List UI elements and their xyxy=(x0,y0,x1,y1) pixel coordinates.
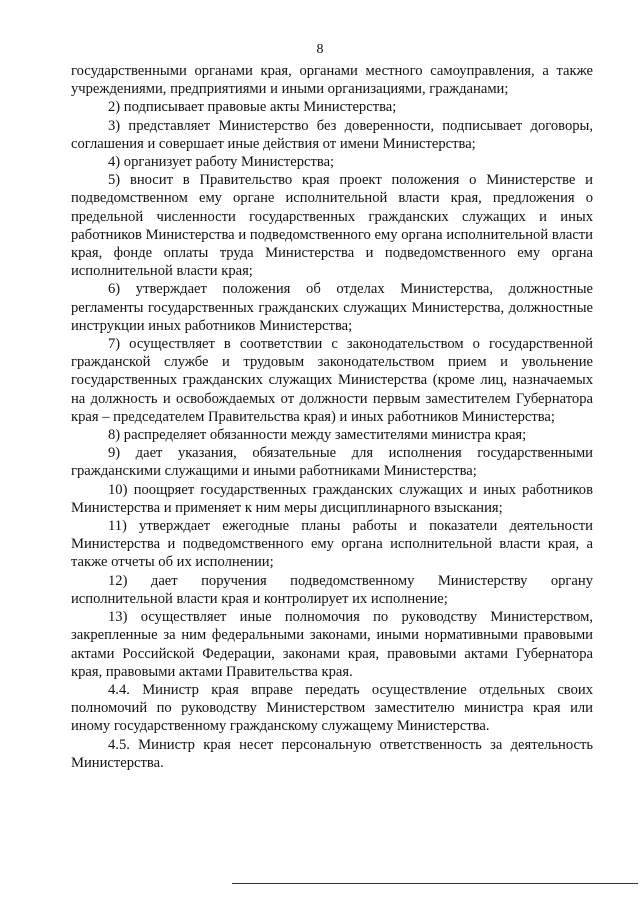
paragraph-item-3: 3) представляет Министерство без доверенности, подписывает договоры, соглашения и совершает иные действия от имени Министерства; xyxy=(71,117,593,152)
footer-divider xyxy=(232,883,638,884)
paragraph-item-6: 6) утверждает положения об отделах Министерства, должностные регламенты государственных гражданских служащих Министерства, должностные инструкции иных работников Министерства; xyxy=(71,281,593,334)
paragraph-item-4: 4) организует работу Министерства; xyxy=(108,154,335,171)
paragraph-item-8: 8) распределяет обязанности между заместителями министра края; xyxy=(108,427,527,444)
paragraph-item-10: 10) поощряет государственных гражданских служащих и иных работников Министерства и применяет к ним меры дисциплинарного взыскания; xyxy=(71,481,593,516)
paragraph-4-5: 4.5. Министр края несет персональную ответственность за деятельность Министерства. xyxy=(71,736,593,771)
paragraph-continuation: государственными органами края, органами местного самоуправления, а также учреждениями, предприятиями и иными организациями, гражданами; xyxy=(71,63,593,98)
paragraph-item-13: 13) осуществляет иные полномочия по руководству Министерством, закрепленные за ним федеральными законами, иными нормативными правовыми актами Российской Федерации, законами края, правовыми актами Губернатора края, правовыми актами Правительства края. xyxy=(71,609,593,680)
page-number: 8 xyxy=(316,42,324,57)
paragraph-item-5: 5) вносит в Правительство края проект положения о Министерстве и подведомственном ему органе исполнительной власти края, предложения о предельной численности государственных гражданских служащих и иных работников Министерства и подведомственного ему органа исполнительной власти края, фонде оплаты труда Министерства и подведомственного ему органа исполнительной власти края; xyxy=(71,172,593,280)
paragraph-item-7: 7) осуществляет в соответствии с законодательством о государственной гражданской службе и трудовым законодательством прием и увольнение государственных гражданских служащих Министерства (кроме лиц, назначаемых на должность и освобождаемых от должности первым заместителем Губернатора края – председателем Правительства края) и иных работников Министерства; xyxy=(71,336,593,425)
paragraph-item-12: 12) дает поручения подведомственному Министерству органу исполнительной власти края и контролирует их исполнение; xyxy=(71,572,593,607)
document-body xyxy=(71,62,593,772)
paragraph-item-2: 2) подписывает правовые акты Министерства; xyxy=(108,99,397,116)
paragraph-item-11: 11) утверждает ежегодные планы работы и показатели деятельности Министерства и подведомственного ему органа исполнительной власти края, а также отчеты об их исполнении; xyxy=(71,518,593,571)
paragraph-4-4: 4.4. Министр края вправе передать осуществление отдельных своих полномочий по руководству Министерством заместителю министра края или иному государственному гражданскому служащему Министерства. xyxy=(71,681,593,735)
paragraph-item-9: 9) дает указания, обязательные для исполнения государственными гражданскими служащими и иными работниками Министерства; xyxy=(71,445,593,480)
